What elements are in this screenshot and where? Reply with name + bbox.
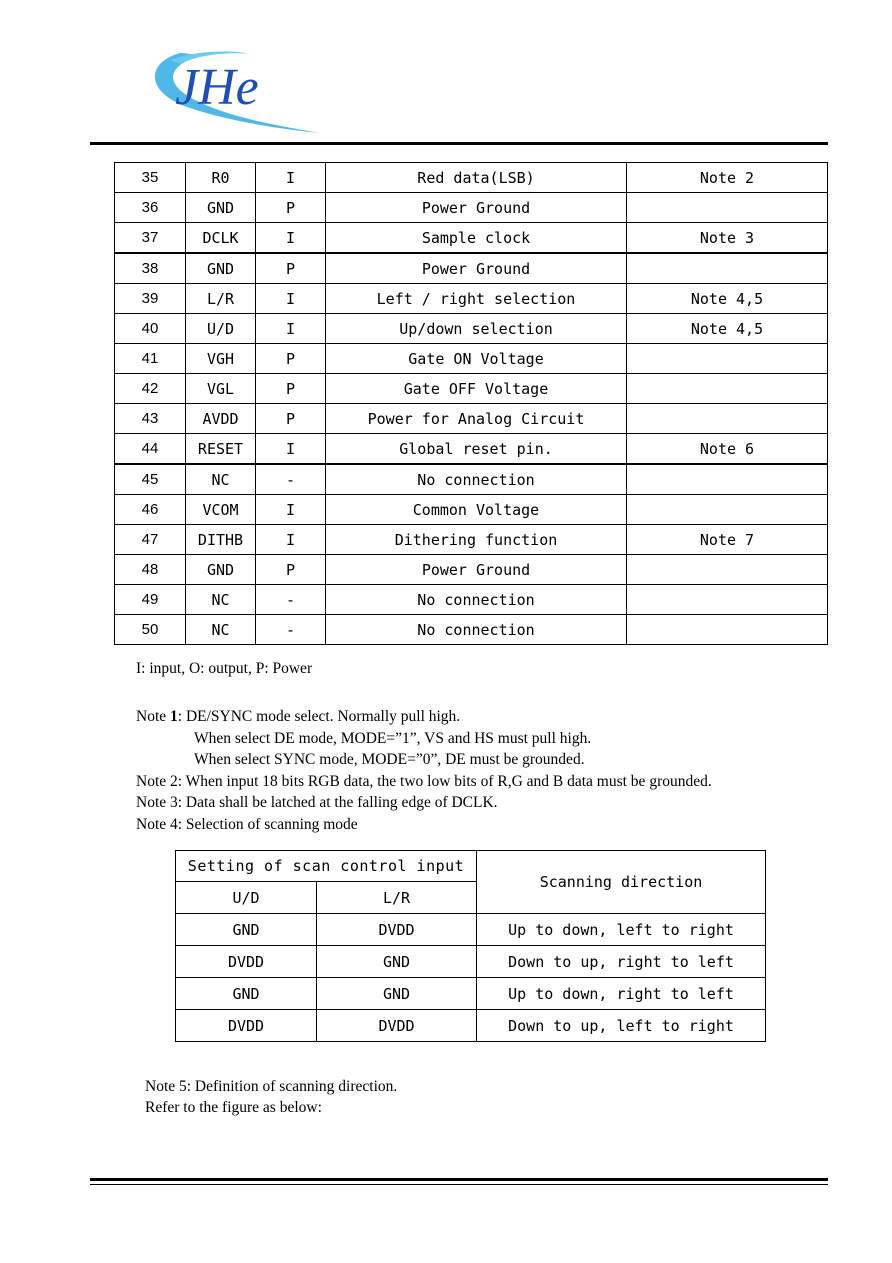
pin-number: 50 xyxy=(115,615,186,645)
pin-row xyxy=(115,615,828,645)
note-1-sync-mode: When select SYNC mode, MODE=”0”, DE must be grounded. xyxy=(194,751,585,768)
pin-remark xyxy=(627,374,828,404)
pin-remark xyxy=(627,253,828,284)
pin-symbol: GND xyxy=(186,555,256,585)
pin-number: 41 xyxy=(115,344,186,374)
pin-symbol: L/R xyxy=(186,284,256,314)
note-5-line2: Refer to the figure as below: xyxy=(145,1099,322,1116)
pin-io-type: I xyxy=(256,223,326,254)
pin-symbol: R0 xyxy=(186,163,256,193)
pin-io-type: P xyxy=(256,344,326,374)
scan-direction-value: Up to down, right to left xyxy=(477,978,766,1010)
pin-remark xyxy=(627,585,828,615)
scan-direction-value: Down to up, left to right xyxy=(477,1010,766,1042)
pin-row xyxy=(115,495,828,525)
pin-io-type: I xyxy=(256,434,326,465)
pin-number: 42 xyxy=(115,374,186,404)
note-2: Note 2: When input 18 bits RGB data, the two low bits of R,G and B data must be grounded. xyxy=(136,772,712,790)
pin-number: 38 xyxy=(115,253,186,284)
notes-block xyxy=(136,706,712,835)
pin-symbol: NC xyxy=(186,464,256,495)
note-5-line1: Note 5: Definition of scanning direction. xyxy=(145,1078,398,1095)
pin-number: 39 xyxy=(115,284,186,314)
pin-row xyxy=(115,193,828,223)
scan-ud-value: GND xyxy=(176,978,317,1010)
pin-io-type: I xyxy=(256,284,326,314)
pin-description: Dithering function xyxy=(326,525,627,555)
pin-remark xyxy=(627,495,828,525)
pin-number: 40 xyxy=(115,314,186,344)
pin-number: 35 xyxy=(115,163,186,193)
header-rule xyxy=(90,142,828,145)
pin-io-type: - xyxy=(256,615,326,645)
pin-number: 44 xyxy=(115,434,186,465)
pin-description: Power Ground xyxy=(326,253,627,284)
scan-ud-value: DVDD xyxy=(176,1010,317,1042)
pin-io-type: I xyxy=(256,495,326,525)
pin-io-type: P xyxy=(256,193,326,223)
pin-symbol: DCLK xyxy=(186,223,256,254)
pin-remark: Note 2 xyxy=(627,163,828,193)
logo-text: JHe xyxy=(175,59,259,116)
scan-row xyxy=(176,1010,766,1042)
pin-description: No connection xyxy=(326,464,627,495)
scan-mode-table xyxy=(175,850,766,1042)
note-3: Note 3: Data shall be latched at the falling edge of DCLK. xyxy=(136,794,498,811)
pin-row xyxy=(115,585,828,615)
pin-io-type: P xyxy=(256,253,326,284)
pin-row xyxy=(115,555,828,585)
pin-remark xyxy=(627,404,828,434)
pin-row xyxy=(115,464,828,495)
pin-symbol: VCOM xyxy=(186,495,256,525)
note-4: Note 4: Selection of scanning mode xyxy=(136,815,358,833)
pin-description: No connection xyxy=(326,615,627,645)
pin-description: Gate OFF Voltage xyxy=(326,374,627,404)
pin-remark xyxy=(627,555,828,585)
pin-io-type: P xyxy=(256,374,326,404)
note-1-de-mode: When select DE mode, MODE=”1”, VS and HS must pull high. xyxy=(194,729,592,747)
pin-number: 37 xyxy=(115,223,186,254)
pin-symbol: RESET xyxy=(186,434,256,465)
pin-description: Up/down selection xyxy=(326,314,627,344)
pin-description: Power Ground xyxy=(326,555,627,585)
scan-direction-value: Down to up, right to left xyxy=(477,946,766,978)
pin-symbol: NC xyxy=(186,585,256,615)
pin-number: 46 xyxy=(115,495,186,525)
pin-symbol: U/D xyxy=(186,314,256,344)
scan-header-setting: Setting of scan control input xyxy=(176,851,477,882)
pin-io-type: I xyxy=(256,314,326,344)
scan-row xyxy=(176,946,766,978)
pin-row xyxy=(115,344,828,374)
pin-description: Global reset pin. xyxy=(326,434,627,465)
scan-ud-value: GND xyxy=(176,914,317,946)
pin-description: No connection xyxy=(326,585,627,615)
scan-header-direction: Scanning direction xyxy=(477,851,766,914)
pin-remark: Note 4,5 xyxy=(627,284,828,314)
note-1: Note 1: DE/SYNC mode select. Normally pull high. xyxy=(136,708,461,725)
pin-description: Power Ground xyxy=(326,193,627,223)
pin-row xyxy=(115,525,828,555)
pin-row xyxy=(115,253,828,284)
pin-row xyxy=(115,314,828,344)
pin-description: Left / right selection xyxy=(326,284,627,314)
pin-io-type: - xyxy=(256,464,326,495)
pin-table xyxy=(114,162,828,645)
pin-symbol: VGL xyxy=(186,374,256,404)
pin-row xyxy=(115,223,828,254)
pin-io-type: I xyxy=(256,163,326,193)
pin-row xyxy=(115,284,828,314)
scan-row xyxy=(176,978,766,1010)
scan-lr-value: DVDD xyxy=(317,914,477,946)
pin-number: 48 xyxy=(115,555,186,585)
pin-row xyxy=(115,404,828,434)
company-logo xyxy=(140,38,340,138)
pin-row xyxy=(115,374,828,404)
pin-remark xyxy=(627,464,828,495)
footer-rule-thin xyxy=(90,1184,828,1185)
pin-number: 36 xyxy=(115,193,186,223)
pin-number: 47 xyxy=(115,525,186,555)
pin-io-type: P xyxy=(256,404,326,434)
pin-description: Red data(LSB) xyxy=(326,163,627,193)
pin-symbol: AVDD xyxy=(186,404,256,434)
pin-number: 49 xyxy=(115,585,186,615)
pin-description: Common Voltage xyxy=(326,495,627,525)
pin-symbol: NC xyxy=(186,615,256,645)
pin-symbol: DITHB xyxy=(186,525,256,555)
pin-remark: Note 6 xyxy=(627,434,828,465)
pin-number: 43 xyxy=(115,404,186,434)
scan-row xyxy=(176,914,766,946)
footer-rule-thick xyxy=(90,1178,828,1181)
pin-remark: Note 7 xyxy=(627,525,828,555)
note-5 xyxy=(145,1076,397,1118)
pin-remark xyxy=(627,615,828,645)
pin-description: Sample clock xyxy=(326,223,627,254)
scan-col-ud: U/D xyxy=(176,882,317,914)
scan-lr-value: GND xyxy=(317,946,477,978)
pin-io-type: I xyxy=(256,525,326,555)
scan-lr-value: DVDD xyxy=(317,1010,477,1042)
pin-remark xyxy=(627,344,828,374)
pin-description: Gate ON Voltage xyxy=(326,344,627,374)
scan-direction-value: Up to down, left to right xyxy=(477,914,766,946)
io-legend: I: input, O: output, P: Power xyxy=(136,660,313,677)
pin-remark xyxy=(627,193,828,223)
pin-io-type: - xyxy=(256,585,326,615)
pin-number: 45 xyxy=(115,464,186,495)
pin-row xyxy=(115,434,828,465)
scan-lr-value: GND xyxy=(317,978,477,1010)
pin-symbol: VGH xyxy=(186,344,256,374)
pin-description: Power for Analog Circuit xyxy=(326,404,627,434)
scan-col-lr: L/R xyxy=(317,882,477,914)
pin-remark: Note 3 xyxy=(627,223,828,254)
pin-remark: Note 4,5 xyxy=(627,314,828,344)
pin-symbol: GND xyxy=(186,253,256,284)
pin-io-type: P xyxy=(256,555,326,585)
pin-row xyxy=(115,163,828,193)
scan-ud-value: DVDD xyxy=(176,946,317,978)
pin-symbol: GND xyxy=(186,193,256,223)
